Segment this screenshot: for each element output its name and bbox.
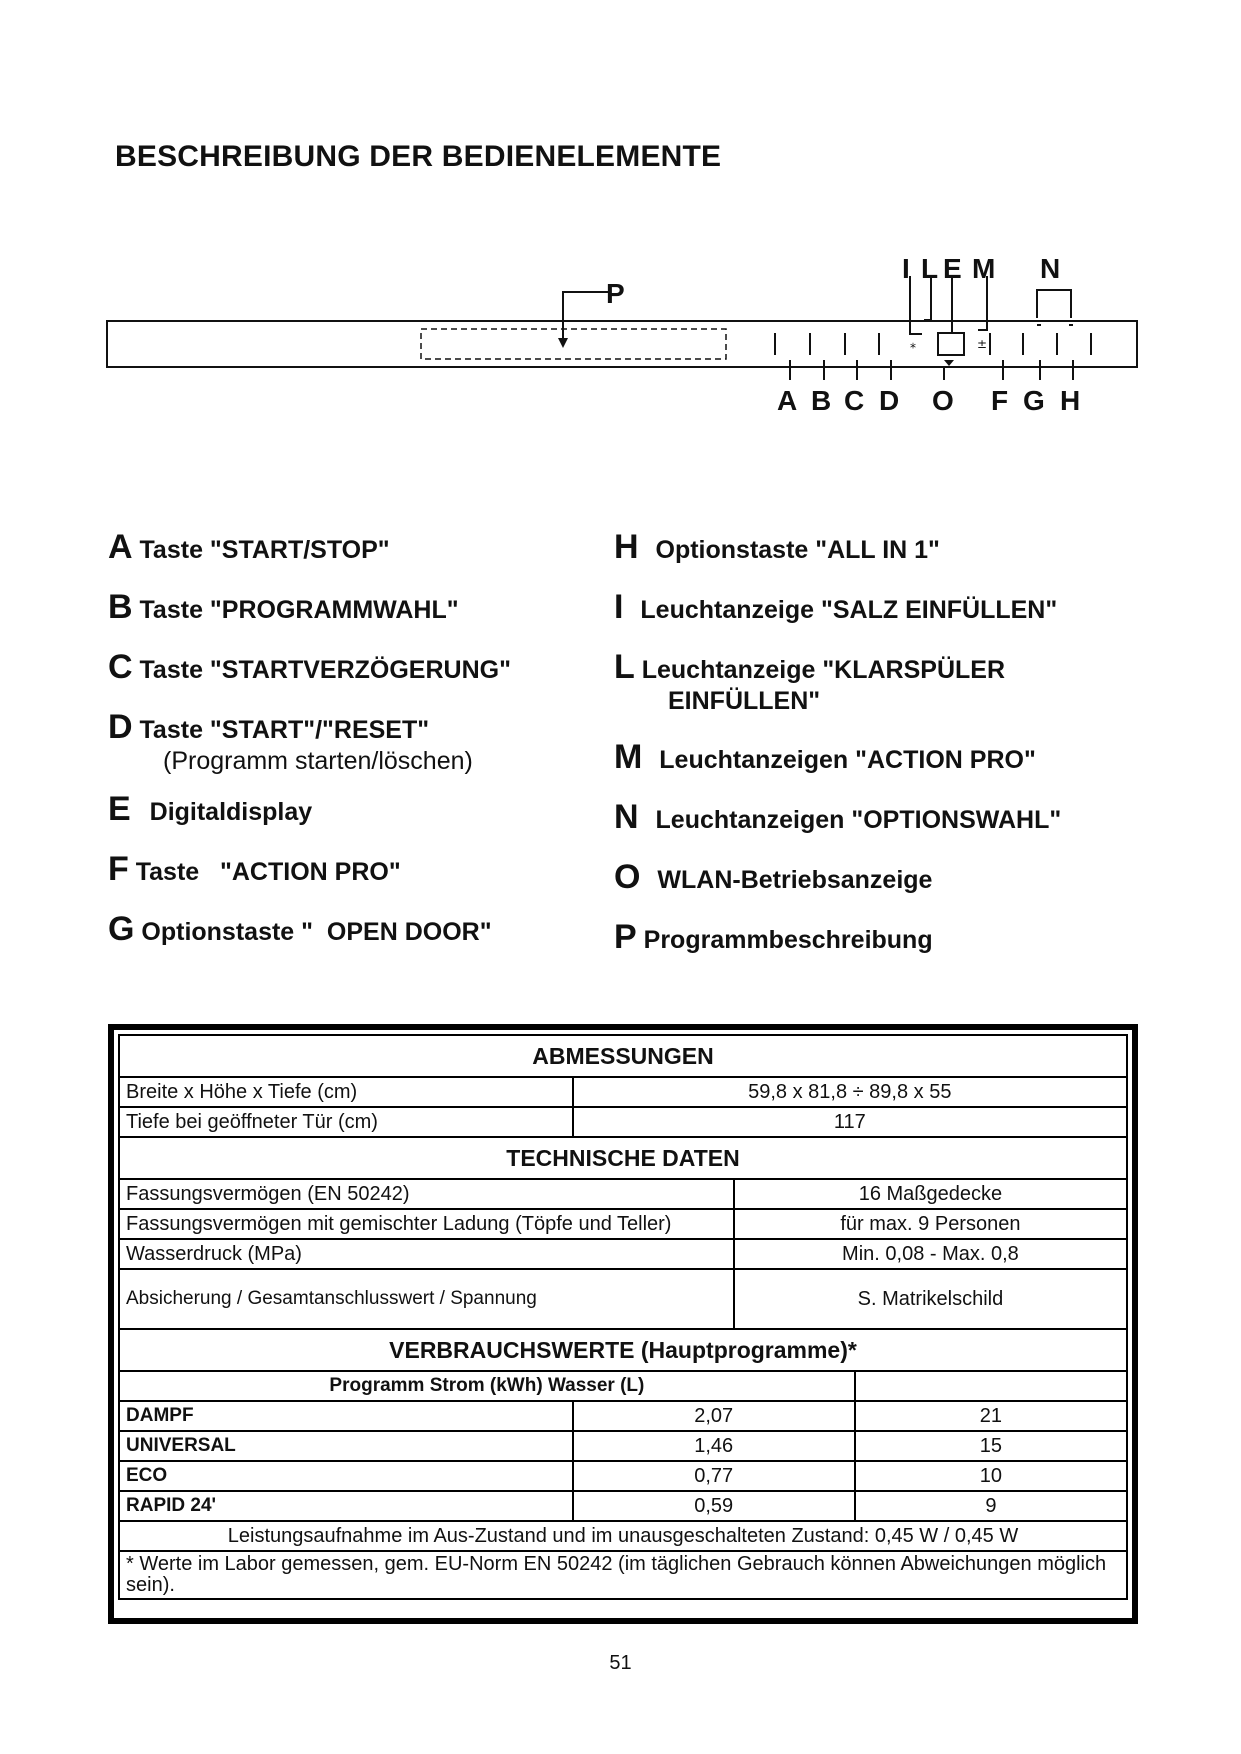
- table-row: [119, 1431, 1127, 1461]
- column-header-empty: [855, 1371, 1127, 1401]
- legend-item-o: [614, 858, 932, 897]
- legend-item-m: [614, 738, 1036, 777]
- legend-item-a: [108, 528, 390, 567]
- legend-item-l: [614, 648, 1005, 716]
- label-o: O: [932, 385, 954, 416]
- row-value: 117: [573, 1107, 1127, 1137]
- legend-letter: F: [108, 850, 129, 888]
- button-ticks: [775, 333, 1091, 355]
- specifications-table: [108, 1024, 1138, 1624]
- bottom-labels: [777, 385, 1080, 416]
- row-value: S. Matrikelschild: [734, 1269, 1127, 1329]
- table-row: [119, 1179, 1127, 1209]
- label-d: D: [879, 385, 900, 416]
- legend-text: Taste "STARTVERZÖGERUNG": [139, 656, 511, 684]
- legend-text: Optionstaste "ALL IN 1": [655, 536, 940, 564]
- legend-item-p: [614, 918, 933, 957]
- table-row: [119, 1107, 1127, 1137]
- legend-letter: M: [614, 738, 643, 776]
- label-g: G: [1023, 385, 1045, 416]
- legend-item-g: [108, 910, 492, 949]
- legend-letter: B: [108, 588, 133, 626]
- control-panel-diagram: [0, 0, 1241, 450]
- table-row: [119, 1239, 1127, 1269]
- legend-item-n: [614, 798, 1061, 837]
- table-row: [119, 1209, 1127, 1239]
- label-b: B: [811, 385, 832, 416]
- legend-text: Programmbeschreibung: [643, 926, 933, 954]
- program-wasser: 15: [855, 1431, 1127, 1461]
- legend-letter: G: [108, 910, 135, 948]
- row-value: 16 Maßgedecke: [734, 1179, 1127, 1209]
- column-header: Programm Strom (kWh) Wasser (L): [119, 1371, 855, 1401]
- table-row: [119, 1401, 1127, 1431]
- legend-text: WLAN-Betriebsanzeige: [657, 866, 933, 894]
- legend-letter: D: [108, 708, 133, 746]
- legend-text: Leuchtanzeige "SALZ EINFÜLLEN": [640, 596, 1058, 624]
- legend-right: [614, 528, 1134, 958]
- legend-item-h: [614, 528, 940, 567]
- digital-display: [938, 333, 964, 355]
- footnote: * Werte im Labor gemessen, gem. EU-Norm EN 50242 (im täglichen Gebrauch können Abweichungen möglich sein).: [119, 1551, 1127, 1599]
- row-label: Wasserdruck (MPa): [119, 1239, 734, 1269]
- row-label: Tiefe bei geöffneter Tür (cm): [119, 1107, 573, 1137]
- program-description-area: [421, 329, 726, 359]
- legend-letter: L: [614, 648, 635, 686]
- salt-icon: ⁎: [910, 337, 916, 351]
- legend-item-d: [108, 708, 473, 776]
- section-header-technische-daten: TECHNISCHE DATEN: [119, 1137, 1127, 1179]
- legend-item-b: [108, 588, 459, 627]
- row-label: Fassungsvermögen (EN 50242): [119, 1179, 734, 1209]
- legend-item-i: [614, 588, 1057, 627]
- program-wasser: 21: [855, 1401, 1127, 1431]
- label-e: E: [943, 253, 962, 284]
- row-value: Min. 0,08 - Max. 0,8: [734, 1239, 1127, 1269]
- rinse-icon: ±: [977, 337, 988, 351]
- legend-text: Optionstaste " OPEN DOOR": [141, 918, 492, 946]
- standby-power-note: Leistungsaufnahme im Aus-Zustand und im unausgeschalteten Zustand: 0,45 W / 0,45 W: [119, 1521, 1127, 1551]
- label-f: F: [991, 385, 1009, 416]
- wifi-indicator-icon: [944, 360, 954, 366]
- legend-text: Taste "START"/"RESET": [139, 716, 430, 744]
- legend-letter: H: [614, 528, 639, 566]
- top-labels: [902, 253, 1060, 284]
- section-header-verbrauchswerte: VERBRAUCHSWERTE (Hauptprogramme)*: [119, 1329, 1127, 1371]
- row-value: für max. 9 Personen: [734, 1209, 1127, 1239]
- legend-letter: I: [614, 588, 624, 626]
- row-label: Breite x Höhe x Tiefe (cm): [119, 1077, 573, 1107]
- program-strom: 2,07: [573, 1401, 855, 1431]
- legend-text: Taste "PROGRAMMWAHL": [139, 596, 459, 624]
- label-p: P: [606, 278, 625, 309]
- program-name: DAMPF: [119, 1401, 573, 1431]
- legend-item-c: [108, 648, 511, 687]
- row-label: Fassungsvermögen mit gemischter Ladung (Töpfe und Teller): [119, 1209, 734, 1239]
- label-a: A: [777, 385, 798, 416]
- label-m: M: [972, 253, 996, 284]
- page-title: BESCHREIBUNG DER BEDIENELEMENTE: [115, 140, 722, 173]
- row-label: Absicherung / Gesamtanschlusswert / Spannung: [119, 1269, 734, 1329]
- program-wasser: 10: [855, 1461, 1127, 1491]
- table-row: [119, 1077, 1127, 1107]
- program-name: ECO: [119, 1461, 573, 1491]
- legend-subtext: (Programm starten/löschen): [163, 747, 473, 775]
- program-name: RAPID 24': [119, 1491, 573, 1521]
- program-name: UNIVERSAL: [119, 1431, 573, 1461]
- program-strom: 0,77: [573, 1461, 855, 1491]
- program-strom: 0,59: [573, 1491, 855, 1521]
- program-wasser: 9: [855, 1491, 1127, 1521]
- legend-item-f: [108, 850, 401, 889]
- legend-letter: A: [108, 528, 133, 566]
- p-pointer: [563, 292, 608, 342]
- legend-text: Leuchtanzeigen "ACTION PRO": [659, 746, 1036, 774]
- legend-text: Taste "ACTION PRO": [135, 858, 401, 886]
- legend-text: Leuchtanzeigen "OPTIONSWAHL": [655, 806, 1062, 834]
- legend-text: Taste "START/STOP": [139, 536, 390, 564]
- legend-text: Digitaldisplay: [149, 798, 313, 826]
- legend-text-continued: EINFÜLLEN": [668, 687, 821, 715]
- label-i: I: [902, 253, 910, 284]
- label-n: N: [1040, 253, 1061, 284]
- table-row: [119, 1269, 1127, 1329]
- label-l: L: [921, 253, 939, 284]
- legend-text: Leuchtanzeige "KLARSPÜLER: [641, 656, 1006, 684]
- table-row: [119, 1461, 1127, 1491]
- legend-letter: C: [108, 648, 133, 686]
- legend-letter: E: [108, 790, 131, 828]
- legend-letter: O: [614, 858, 641, 896]
- legend-item-e: [108, 790, 312, 829]
- row-value: 59,8 x 81,8 ÷ 89,8 x 55: [573, 1077, 1127, 1107]
- section-header-abmessungen: ABMESSUNGEN: [119, 1035, 1127, 1077]
- page-number: 51: [609, 1652, 632, 1674]
- legend-letter: N: [614, 798, 639, 836]
- label-c: C: [844, 385, 865, 416]
- legend-letter: P: [614, 918, 637, 956]
- program-strom: 1,46: [573, 1431, 855, 1461]
- legend-left: [108, 528, 608, 958]
- label-h: H: [1060, 385, 1081, 416]
- table-row: [119, 1491, 1127, 1521]
